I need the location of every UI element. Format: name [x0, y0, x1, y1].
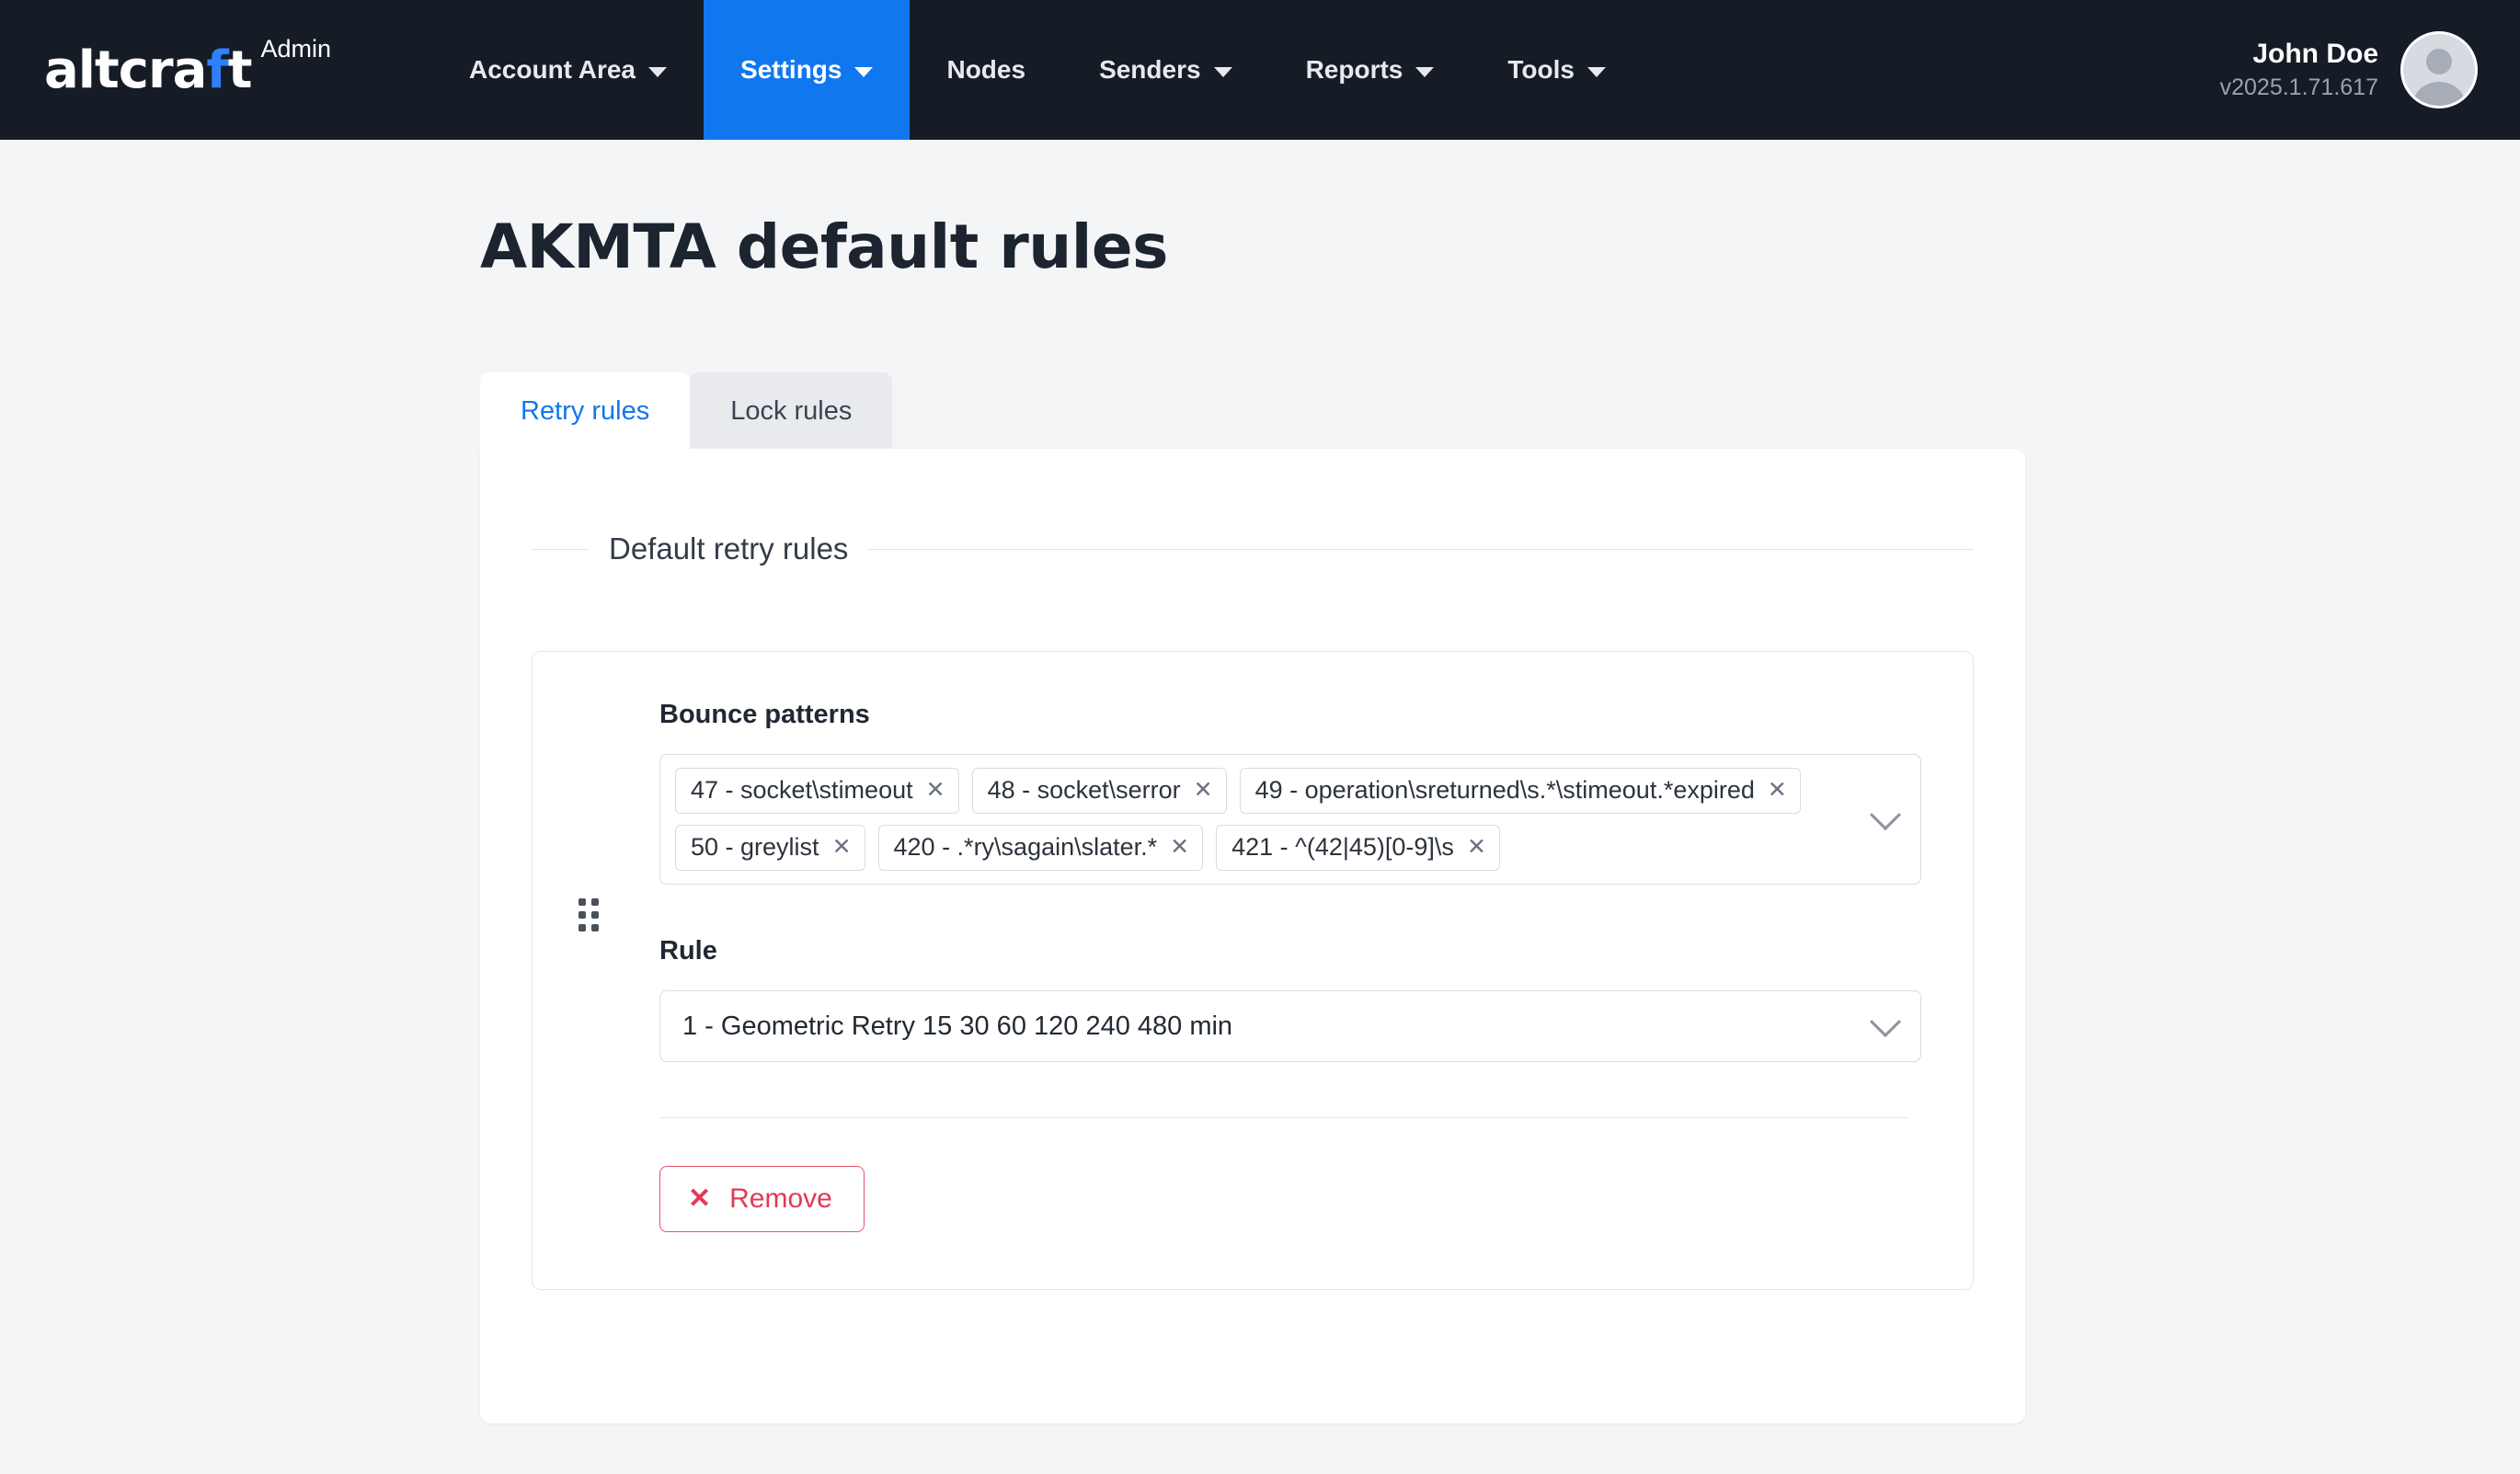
tab-label: Retry rules	[521, 396, 650, 426]
divider-right	[868, 549, 1974, 550]
rule-label: Rule	[659, 936, 717, 966]
rule-select-value: 1 - Geometric Retry 15 30 60 120 240 480 min	[682, 1011, 1233, 1041]
app-version: v2025.1.71.617	[2219, 74, 2378, 101]
nav-item-label: Account Area	[469, 55, 636, 84]
section-title: Default retry rules	[609, 531, 849, 566]
chip-bounce-pattern[interactable]	[675, 768, 959, 814]
remove-button[interactable]	[659, 1166, 865, 1232]
nav-item-tools[interactable]	[1471, 0, 1643, 140]
main-menu	[432, 0, 1643, 140]
close-icon[interactable]: ✕	[831, 834, 852, 860]
close-icon[interactable]: ✕	[1170, 834, 1190, 860]
user-menu[interactable]	[2220, 0, 2520, 140]
chip-label: 49 - operation\sreturned\s.*\stimeout.*expired	[1254, 776, 1755, 805]
logo-accent-letter: f	[206, 40, 228, 100]
chip-bounce-pattern[interactable]	[675, 825, 865, 871]
bounce-patterns-multiselect[interactable]	[659, 754, 1921, 885]
logo-text: altcra	[44, 40, 207, 100]
tab-retry-rules[interactable]	[480, 372, 690, 449]
brand-logo-area[interactable]	[0, 0, 432, 140]
nav-item-label: Settings	[740, 55, 842, 84]
card-divider	[659, 1117, 1908, 1118]
nav-item-label: Reports	[1305, 55, 1403, 84]
chip-bounce-pattern[interactable]	[878, 825, 1204, 871]
chip-bounce-pattern[interactable]	[1240, 768, 1801, 814]
chip-bounce-pattern[interactable]	[972, 768, 1227, 814]
tab-bar	[480, 372, 2520, 449]
nav-item-nodes[interactable]	[910, 0, 1062, 140]
close-icon[interactable]: ✕	[925, 777, 945, 803]
user-name: John Doe	[2252, 38, 2378, 69]
avatar[interactable]	[2400, 31, 2478, 109]
nav-item-reports[interactable]	[1269, 0, 1472, 140]
nav-item-senders[interactable]	[1062, 0, 1269, 140]
chip-label: 50 - greylist	[691, 833, 819, 862]
section-header-default-retry-rules	[532, 531, 1974, 566]
close-icon: ✕	[688, 1183, 712, 1214]
tab-panel-retry-rules	[480, 449, 2025, 1423]
brand-admin-label: Admin	[260, 35, 332, 63]
bounce-patterns-label: Bounce patterns	[659, 700, 870, 729]
chip-label: 421 - ^(42|45)[0-9]\s	[1231, 833, 1454, 862]
altcraft-logo	[44, 40, 252, 100]
chevron-down-icon	[1415, 67, 1434, 77]
rule-select[interactable]	[659, 990, 1921, 1062]
divider-left	[532, 549, 589, 550]
tab-label: Lock rules	[730, 396, 853, 426]
tab-lock-rules[interactable]	[690, 372, 892, 449]
chevron-down-icon[interactable]	[1870, 799, 1901, 830]
nav-item-label: Nodes	[946, 55, 1026, 84]
nav-item-account-area[interactable]	[432, 0, 704, 140]
drag-handle-icon[interactable]	[578, 898, 602, 930]
chevron-down-icon	[1587, 67, 1606, 77]
remove-button-label: Remove	[729, 1183, 832, 1214]
close-icon[interactable]: ✕	[1466, 834, 1486, 860]
chip-label: 48 - socket\serror	[987, 776, 1181, 805]
chevron-down-icon	[854, 67, 873, 77]
chip-label: 420 - .*ry\sagain\slater.*	[893, 833, 1158, 862]
page-body	[0, 211, 2520, 1423]
chevron-down-icon[interactable]	[1870, 1006, 1901, 1037]
page-title: AKMTA default rules	[480, 211, 1168, 282]
nav-item-settings[interactable]	[704, 0, 910, 140]
chip-bounce-pattern[interactable]	[1216, 825, 1500, 871]
nav-item-label: Senders	[1099, 55, 1201, 84]
user-info	[2220, 36, 2378, 104]
chevron-down-icon	[1214, 67, 1232, 77]
top-navigation-bar	[0, 0, 2520, 140]
nav-item-label: Tools	[1507, 55, 1575, 84]
retry-rule-card	[532, 651, 1974, 1290]
close-icon[interactable]: ✕	[1767, 777, 1787, 803]
chip-label: 47 - socket\stimeout	[691, 776, 913, 805]
chevron-down-icon	[648, 67, 667, 77]
logo-tail-letter: t	[227, 40, 252, 100]
close-icon[interactable]: ✕	[1193, 777, 1213, 803]
